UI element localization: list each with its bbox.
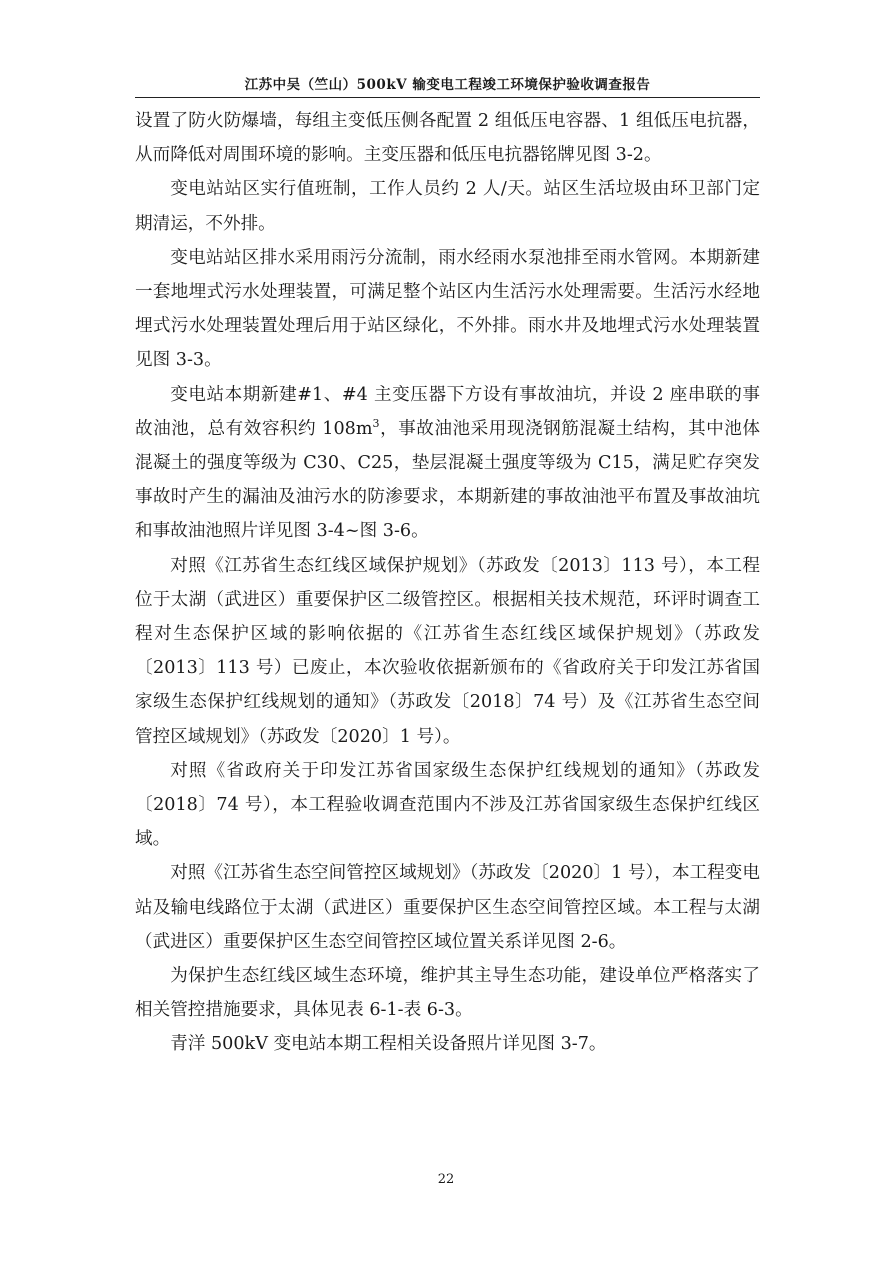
body-text: [135, 104, 760, 1062]
paragraph: 变电站站区排水采用雨污分流制，雨水经雨水泵池排至雨水管网。本期新建一套地埋式污水处理装置，可满足整个站区内生活污水处理需要。生活污水经地埋式污水处理装置处理后用于站区绿化，不外排。雨水井及地埋式污水处理装置见图 3-3。: [135, 247, 760, 371]
paragraph-continued: 设置了防火防爆墙，每组主变低压侧各配置 2 组低压电容器、1 组低压电抗器，从而降低对周围环境的影响。主变压器和低压电抗器铭牌见图 3-2。: [135, 111, 760, 166]
paragraph-segment: ，事故油池采用现浇钢筋混凝土结构，其中池体混凝土的强度等级为 C30、C25，垫层混凝土强度等级为 C15，满足贮存突发事故时产生的漏油及油污水的防渗要求，本期新建的事故油池平布置及事故油坑和事故油池照片详见图 3-4~图 3-6。: [135, 418, 760, 542]
paragraph: 青洋 500kV 变电站本期工程相关设备照片详见图 3-7。: [170, 1034, 607, 1055]
paragraph: 对照《省政府关于印发江苏省国家级生态保护红线规划的通知》（苏政发〔2018〕74 号），本工程验收调查范围内不涉及江苏省国家级生态保护红线区域。: [135, 760, 760, 850]
paragraph: 对照《江苏省生态红线区域保护规划》（苏政发〔2013〕113 号），本工程位于太湖（武进区）重要保护区二级管控区。根据相关技术规范，环评时调查工程对生态保护区域的影响依据的《江苏省生态红线区域保护规划》（苏政发〔2013〕113 号）已废止，本次验收依据新颁布的《省政府关于印发江苏省国家级生态保护红线规划的通知》（苏政发〔2018〕74 号）及《江苏省生态空间管控区域规划》（苏政发〔2020〕1 号）。: [135, 555, 760, 747]
paragraph: 对照《江苏省生态空间管控区域规划》（苏政发〔2020〕1 号），本工程变电站及输电线路位于太湖（武进区）重要保护区生态空间管控区域。本工程与太湖（武进区）重要保护区生态空间管控区域位置关系详见图 2-6。: [135, 863, 760, 952]
paragraph-oil-pit: [135, 378, 760, 549]
header-rule: [135, 97, 760, 98]
superscript: 3: [372, 416, 380, 430]
paragraph: 变电站站区实行值班制，工作人员约 2 人/天。站区生活垃圾由环卫部门定期清运，不外排。: [135, 179, 760, 234]
page-number: 22: [437, 1172, 455, 1187]
paragraph-segment: 变电站本期新建#1、#4 主变压器下方设有事故油坑，并设 2 座串联的事故油池，总有效容积约 108m: [135, 384, 760, 439]
paragraph: 为保护生态红线区域生态环境，维护其主导生态功能，建设单位严格落实了相关管控措施要求，具体见表 6-1-表 6-3。: [135, 966, 760, 1021]
running-header: 江苏中吴（竺山）500kV 输变电工程竣工环境保护验收调查报告: [244, 77, 651, 93]
